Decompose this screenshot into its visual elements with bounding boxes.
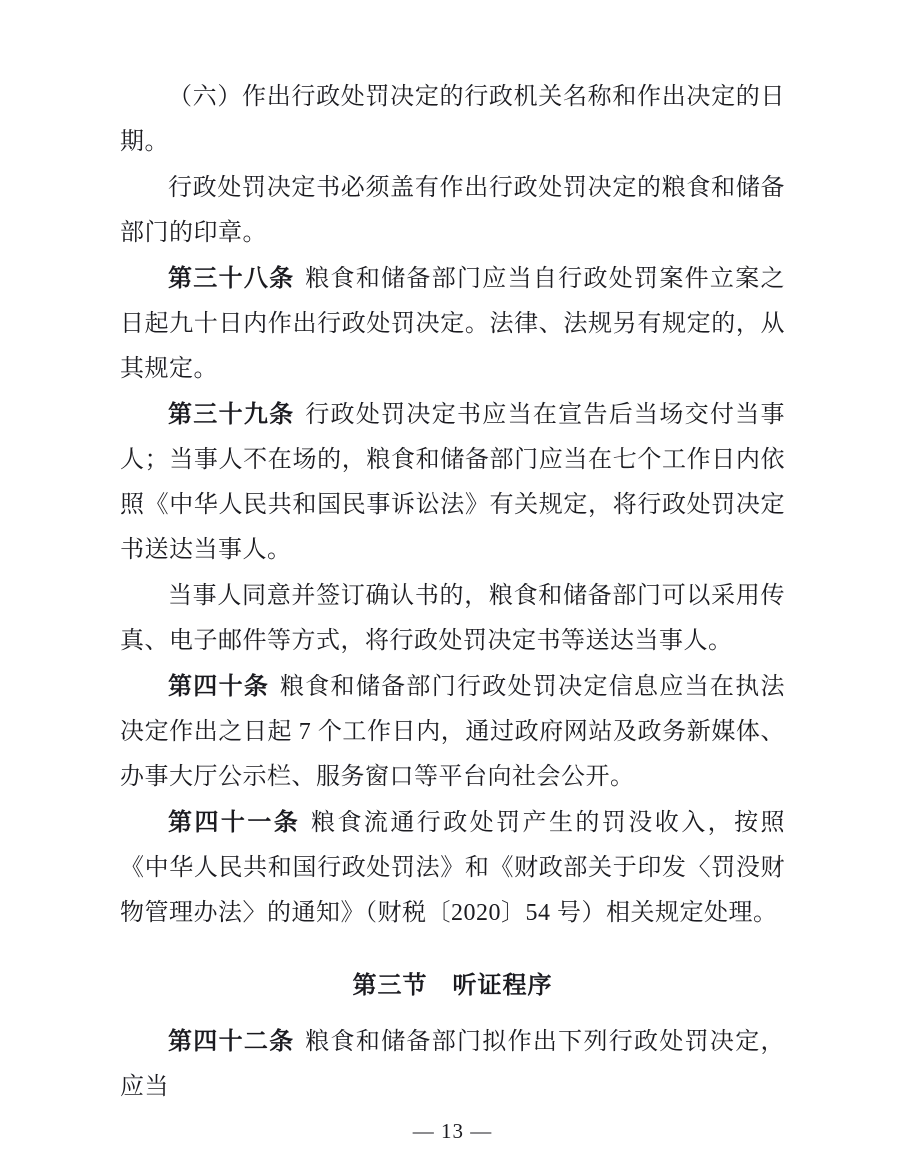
article-lead: 第四十二条 — [168, 1028, 295, 1055]
paragraph-article-41 — [120, 800, 785, 936]
paragraph-delivery-methods — [120, 573, 785, 664]
article-lead: 第四十一条 — [168, 809, 301, 836]
paragraph-text: 粮食和储备部门应当自行政处罚案件立案之日起九十日内作出行政处罚决定。法律、法规另有规定的，从其规定。 — [120, 266, 786, 382]
paragraph-article-42 — [120, 1019, 785, 1110]
paragraph-text: 当事人同意并签订确认书的，粮食和储备部门可以采用传真、电子邮件等方式，将行政处罚决定书等送达当事人。 — [120, 583, 785, 654]
paragraph-text: 粮食流通行政处罚产生的罚没收入，按照《中华人民共和国行政处罚法》和《财政部关于印发〈罚没财物管理办法〉的通知》（财税〔2020〕54 号）相关规定处理。 — [120, 810, 786, 926]
article-lead: 第四十条 — [168, 673, 270, 700]
section-heading: 第三节 听证程序 — [352, 973, 553, 999]
paragraph-text: （六）作出行政处罚决定的行政机关名称和作出决定的日期。 — [120, 84, 785, 155]
paragraph-article-40 — [120, 664, 785, 800]
paragraph-text: 行政处罚决定书应当在宣告后当场交付当事人；当事人不在场的，粮食和储备部门应当在七个工作日内依照《中华人民共和国民事诉讼法》有关规定，将行政处罚决定书送达当事人。 — [120, 402, 786, 563]
paragraph-article-39 — [120, 392, 785, 573]
article-lead: 第三十九条 — [168, 401, 295, 428]
page-number: — 13 — — [412, 1119, 493, 1143]
paragraph-seal-requirement — [120, 165, 785, 256]
paragraph-article-38 — [120, 256, 785, 392]
paragraph-item-6-clause — [120, 74, 785, 165]
paragraph-text: 粮食和储备部门行政处罚决定信息应当在执法决定作出之日起 7 个工作日内，通过政府网站及政务新媒体、办事大厅公示栏、服务窗口等平台向社会公开。 — [120, 674, 786, 790]
paragraph-text: 行政处罚决定书必须盖有作出行政处罚决定的粮食和储备部门的印章。 — [120, 175, 785, 246]
article-lead: 第三十八条 — [168, 265, 295, 292]
paragraph-text: 粮食和储备部门拟作出下列行政处罚决定，应当 — [120, 1029, 786, 1100]
